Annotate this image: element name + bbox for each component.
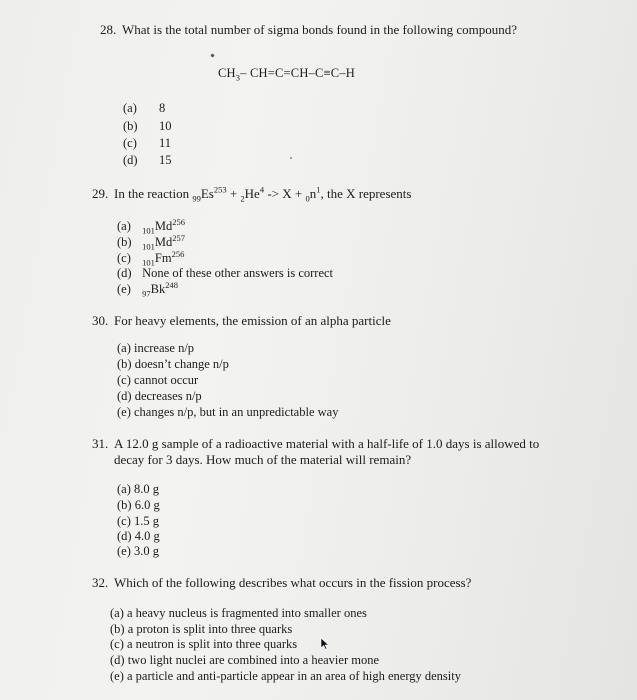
option-b[interactable]: (b) doesn’t change n/p [117, 357, 229, 371]
question-32 [92, 575, 471, 591]
question-number: 28. [100, 22, 117, 37]
option-a[interactable]: (a) a heavy nucleus is fragmented into smaller ones [110, 606, 367, 620]
option-c[interactable]: (c) a neutron is split into three quarks [110, 637, 298, 651]
chemical-formula: $CH_3-$ CH=C=CH–C≡C–H [218, 66, 356, 83]
option-d[interactable]: (d) 15 [123, 153, 172, 167]
option-b[interactable]: (b) $_{101}Md^{257}$ [117, 232, 185, 252]
option-b[interactable]: (b) 10 [123, 119, 172, 133]
option-e[interactable]: (e) 3.0 g [117, 544, 159, 558]
option-a[interactable]: (a) 8 [123, 101, 166, 115]
option-d[interactable]: (d) None of these other answers is correct [117, 266, 334, 280]
question-31 [92, 436, 539, 452]
option-c[interactable]: (c) $_{101}Fm^{256}$ [117, 248, 185, 268]
option-a[interactable]: (a) 8.0 g [117, 482, 159, 496]
option-e[interactable]: (e) changes n/p, but in an unpredictable way [117, 405, 339, 419]
option-a[interactable]: (a) $_{101}Md^{256}$ [117, 216, 185, 236]
question-number: 31. [92, 436, 109, 451]
question-text-line2: decay for 3 days. How much of the material will remain? [114, 452, 412, 467]
option-b[interactable]: (b) a proton is split into three quarks [110, 622, 293, 636]
question-29: 29. In the reaction $_{99}Es^{253} + _2He^4 -> X + _0n^1$, the X represents [92, 184, 412, 204]
question-number: 30. [92, 313, 109, 328]
option-d[interactable]: (d) two light nuclei are combined into a heavier mone [110, 653, 380, 667]
option-b[interactable]: (b) 6.0 g [117, 498, 160, 512]
question-text: For heavy elements, the emission of an alpha particle [114, 313, 391, 328]
question-31-line2 [114, 452, 411, 468]
option-d[interactable]: (d) 4.0 g [117, 529, 160, 543]
paper-speck [290, 157, 292, 159]
question-30 [92, 313, 391, 329]
question-28 [100, 22, 517, 38]
question-number: 32. [92, 575, 109, 590]
option-c[interactable]: (c) cannot occur [117, 373, 199, 387]
stray-mark [210, 53, 214, 57]
option-c[interactable]: (c) 1.5 g [117, 514, 159, 528]
option-e[interactable]: (e) a particle and anti-particle appear in an area of high energy density [110, 669, 461, 683]
question-text-line1: A 12.0 g sample of a radioactive material with a half-life of 1.0 days is allowed to [114, 436, 540, 451]
option-a[interactable]: (a) increase n/p [117, 341, 195, 355]
mouse-pointer-icon [320, 637, 330, 655]
option-d[interactable]: (d) decreases n/p [117, 389, 202, 403]
option-c[interactable]: (c) 11 [123, 136, 172, 150]
question-text: What is the total number of sigma bonds found in the following compound? [122, 22, 517, 37]
option-e[interactable]: (e) $_{97}Bk^{248}$ [117, 279, 178, 299]
question-text: Which of the following describes what occurs in the fission process? [114, 575, 472, 590]
question-number: 29. [92, 186, 109, 201]
